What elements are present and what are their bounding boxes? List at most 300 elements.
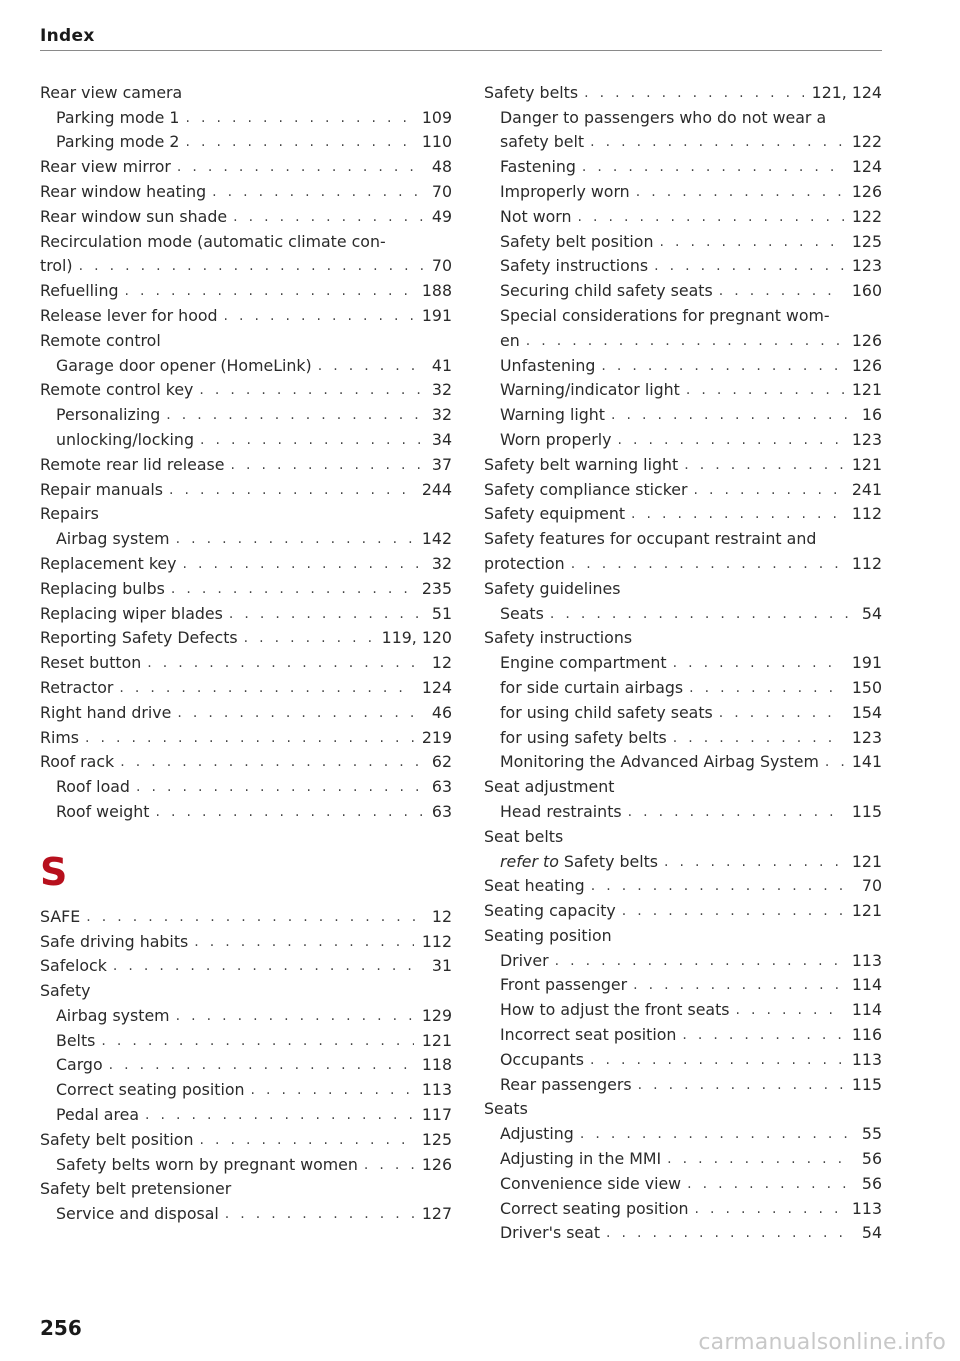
dot-leader [687,1174,854,1194]
entry-page-number: 124 [851,157,882,177]
entry-page-number: 109 [421,107,452,127]
entry-page-number: 31 [431,956,452,976]
entry-term: Service and disposal [56,1204,219,1224]
index-heading: Danger to passengers who do not wear a [500,107,827,127]
entry-page-number: 121 [851,454,882,474]
entry-page-number: 116 [851,1025,882,1045]
index-entry [40,723,452,748]
index-heading: Special considerations for pregnant wom- [500,305,830,325]
index-entry [40,202,452,227]
entry-term: Release lever for hood [40,305,218,325]
dot-leader [176,1006,414,1026]
entry-term: Front passenger [500,975,628,995]
entry-term: for using safety belts [500,727,667,747]
dot-leader [664,852,844,872]
entry-term: Reporting Safety Defects [40,628,238,648]
entry-term: Safety belt position [40,1129,194,1149]
section-gap [40,894,452,902]
dot-leader [171,579,414,599]
index-entry [484,227,882,252]
entry-term: Roof load [56,777,130,797]
entry-term: Pedal area [56,1105,140,1125]
entry-term: Belts [56,1030,96,1050]
index-entry [484,748,882,773]
index-entry [484,797,882,822]
entry-page-number: 70 [431,181,452,201]
index-entry [484,872,882,897]
index-entry [484,450,882,475]
entry-page-number: 123 [851,727,882,747]
entry-term: Personalizing [56,405,161,425]
index-entry [40,475,452,500]
index-entry [484,78,882,103]
entry-page-number: 244 [421,479,452,499]
entry-page-number: 63 [431,801,452,821]
section-letter: S [40,849,68,894]
entry-page-number: 32 [431,380,452,400]
dot-leader [591,876,854,896]
entry-term: Retractor [40,677,114,697]
dot-leader [224,306,414,326]
entry-page-number: 121 [851,851,882,871]
entry-term: Right hand drive [40,702,172,722]
entry-page-number: 113 [851,1049,882,1069]
entry-term: Refuelling [40,281,119,301]
index-heading: Rear view camera [40,82,183,102]
index-entry [484,1020,882,1045]
dot-leader [364,1155,414,1175]
dot-leader [590,132,844,152]
entry-page-number: 16 [861,405,882,425]
entry-page-number: 154 [851,702,882,722]
entry-page-number: 127 [421,1204,452,1224]
entry-page-number: 56 [861,1173,882,1193]
entry-page-number: 122 [851,206,882,226]
entry-page-number: 126 [851,355,882,375]
index-heading: Remote control [40,330,161,350]
entry-page-number: 112 [851,553,882,573]
entry-reference-prefix: refer to [500,851,559,871]
entry-page-number: 125 [421,1129,452,1149]
index-entry [40,1051,452,1076]
entry-page-number: 191 [421,305,452,325]
entry-term: Remote rear lid release [40,454,225,474]
entry-term: Remote control key [40,380,194,400]
entry-page-number: 32 [431,405,452,425]
entry-page-number: 114 [851,1000,882,1020]
entry-page-number: 114 [851,975,882,995]
dot-leader [120,752,424,772]
index-entry [484,896,882,921]
index-entry [484,946,882,971]
entry-page-number: 124 [421,677,452,697]
entry-term: Seating capacity [484,901,616,921]
entry-page-number: 150 [851,677,882,697]
index-entry [484,351,882,376]
dot-leader [176,529,414,549]
dot-leader [631,504,844,524]
index-heading: Seat belts [484,826,564,846]
entry-page-number: 126 [421,1154,452,1174]
index-entry [484,177,882,202]
entry-page-number: 160 [851,281,882,301]
entry-term: safety belt [500,132,585,152]
index-entry [484,723,882,748]
dot-leader [86,907,424,927]
dot-leader [212,182,424,202]
dot-leader [628,802,844,822]
index-heading: Seat adjustment [484,777,615,797]
dot-leader [109,1055,414,1075]
entry-term: trol) [40,256,73,276]
index-entry [484,1119,882,1144]
dot-leader [185,108,413,128]
dot-leader [667,1149,854,1169]
index-entry [40,351,452,376]
index-entry [40,673,452,698]
index-entry [484,673,882,698]
entry-term: protection [484,553,565,573]
dot-leader [555,951,844,971]
entry-page-number: 219 [421,727,452,747]
entry-term: Rear window heating [40,181,207,201]
dot-leader [113,956,424,976]
dot-leader [654,256,844,276]
index-heading: Repairs [40,504,99,524]
dot-leader [571,554,844,574]
index-entry [40,152,452,177]
dot-leader [606,1223,854,1243]
index-entry [40,927,452,952]
entry-page-number: 125 [851,231,882,251]
entry-page-number: 241 [851,479,882,499]
entry-page-number: 119, 120 [381,628,452,648]
index-entry [484,1219,882,1244]
entry-term: Improperly worn [500,181,630,201]
entry-page-number: 121, 124 [811,82,882,102]
dot-leader [526,331,844,351]
dot-leader [182,554,423,574]
dot-leader [251,1080,414,1100]
entry-term: Adjusting in the MMI [500,1149,662,1169]
dot-leader [124,281,413,301]
dot-leader [101,1031,413,1051]
entry-page-number: 113 [851,1198,882,1218]
index-entry [40,1199,452,1224]
entry-page-number: 70 [431,256,452,276]
entry-page-number: 129 [421,1005,452,1025]
entry-page-number: 51 [431,603,452,623]
entry-term: Safety belt position [500,231,654,251]
dot-leader [622,901,844,921]
entry-page-number: 126 [851,181,882,201]
entry-page-number: 123 [851,256,882,276]
dot-leader [166,405,424,425]
entry-term: Safety belts worn by pregnant women [56,1154,358,1174]
index-heading: Safety belt pretensioner [40,1179,232,1199]
page-title: Index [40,26,95,46]
dot-leader [136,777,424,797]
index-entry [40,177,452,202]
dot-leader [185,132,413,152]
dot-leader [659,232,843,252]
entry-page-number: 122 [851,132,882,152]
index-entry [40,599,452,624]
entry-page-number: 118 [421,1055,452,1075]
entry-page-number: 12 [431,906,452,926]
entry-page-number: 32 [431,553,452,573]
dot-leader [682,1025,843,1045]
entry-page-number: 117 [421,1105,452,1125]
dot-leader [825,752,844,772]
header-divider [40,50,882,51]
index-heading: Recirculation mode (automatic climate con- [40,231,386,251]
entry-page-number: 12 [431,653,452,673]
entry-term: Warning light [500,405,605,425]
index-entry [40,376,452,401]
dot-leader [233,207,424,227]
index-entry [484,425,882,450]
index-entry [484,326,882,351]
entry-term: Safety belts [484,82,579,102]
index-entry [484,698,882,723]
entry-term: Seat heating [484,876,585,896]
entry-term: Safety instructions [500,256,649,276]
dot-leader [199,380,423,400]
dot-leader [638,1075,844,1095]
entry-term: Correct seating position [56,1080,245,1100]
index-entry [484,475,882,500]
dot-leader [582,157,844,177]
index-entry [484,995,882,1020]
index-entry [40,103,452,128]
index-heading: Seating position [484,925,612,945]
index-entry [484,276,882,301]
dot-leader [636,182,844,202]
dot-leader [611,405,854,425]
index-entry [40,748,452,773]
dot-leader [590,1050,844,1070]
entry-term: for using child safety seats [500,702,713,722]
index-heading: Safety instructions [484,628,633,648]
entry-page-number: 113 [421,1080,452,1100]
dot-leader [177,157,424,177]
entry-term: Adjusting [500,1124,574,1144]
index-entry [484,1169,882,1194]
index-entry [484,648,882,673]
dot-leader [584,83,804,103]
entry-page-number: 62 [431,752,452,772]
entry-term: Safety compliance sticker [484,479,688,499]
index-entry [484,376,882,401]
index-entry [40,1125,452,1150]
dot-leader [225,1204,414,1224]
index-entry [40,1100,452,1125]
entry-page-number: 123 [851,429,882,449]
index-heading: Seats [484,1099,528,1119]
index-entry [40,425,452,450]
dot-leader [194,932,414,952]
index-heading: Safety guidelines [484,578,621,598]
entry-term: Garage door opener (HomeLink) [56,355,312,375]
entry-term: Unfastening [500,355,596,375]
entry-term: Parking mode 2 [56,132,180,152]
entry-page-number: 126 [851,330,882,350]
index-entry [484,252,882,277]
index-entry [484,400,882,425]
dot-leader [79,256,424,276]
entry-term: Reset button [40,653,142,673]
index-heading: Safety [40,981,91,1001]
entry-term: How to adjust the front seats [500,1000,730,1020]
entry-page-number: 235 [421,578,452,598]
dot-leader [601,356,843,376]
index-entry [484,128,882,153]
entry-term: Replacement key [40,553,177,573]
dot-leader [169,480,414,500]
entry-page-number: 49 [431,206,452,226]
entry-page-number: 34 [431,429,452,449]
entry-term: Replacing wiper blades [40,603,223,623]
dot-leader [145,1105,414,1125]
entry-term: Driver's seat [500,1223,601,1243]
entry-term: Incorrect seat position [500,1025,677,1045]
entry-page-number: 41 [431,355,452,375]
entry-term: SAFE [40,906,81,926]
dot-leader [633,975,844,995]
entry-page-number: 142 [421,529,452,549]
index-column-left [40,78,452,1224]
entry-term: Convenience side view [500,1173,682,1193]
entry-page-number: 113 [851,950,882,970]
index-entry [40,450,452,475]
dot-leader [578,207,844,227]
index-column-right [484,78,882,1243]
dot-leader [119,678,413,698]
dot-leader [719,281,844,301]
entry-page-number: 46 [431,702,452,722]
index-entry [484,1045,882,1070]
entry-term: Replacing bulbs [40,578,165,598]
index-entry [40,624,452,649]
entry-term: Correct seating position [500,1198,689,1218]
entry-term: Safety equipment [484,504,626,524]
dot-leader [199,1130,413,1150]
index-heading: Safety features for occupant restraint and [484,529,817,549]
entry-page-number: 121 [421,1030,452,1050]
index-entry [40,128,452,153]
entry-term: Roof rack [40,752,115,772]
entry-term: Airbag system [56,529,170,549]
entry-term: Fastening [500,157,576,177]
entry-page-number: 191 [851,653,882,673]
entry-page-number: 115 [851,1074,882,1094]
entry-page-number: 48 [431,157,452,177]
entry-term: for side curtain airbags [500,677,684,697]
entry-term: Rims [40,727,79,747]
index-entry [40,1075,452,1100]
entry-term: Rear passengers [500,1074,632,1094]
dot-leader [550,604,854,624]
dot-leader [230,455,423,475]
entry-term: Engine compartment [500,653,667,673]
index-entry [40,400,452,425]
entry-page-number: 121 [851,380,882,400]
dot-leader [689,678,844,698]
entry-page-number: 54 [861,603,882,623]
entry-term: Securing child safety seats [500,281,713,301]
page-header [40,26,880,46]
entry-term: Warning/indicator light [500,380,680,400]
entry-page-number: 112 [851,504,882,524]
index-entry [40,952,452,977]
entry-term: Roof weight [56,801,150,821]
entry-term: Rear view mirror [40,157,171,177]
dot-leader [229,604,424,624]
entry-term [500,852,658,872]
dot-leader [155,802,423,822]
entry-page-number: 112 [421,931,452,951]
index-entry [40,1001,452,1026]
entry-term: Seats [500,603,544,623]
index-entry [40,574,452,599]
entry-term: Safelock [40,956,107,976]
dot-leader [686,380,844,400]
index-entry [484,549,882,574]
entry-page-number: 54 [861,1223,882,1243]
index-entry [484,1070,882,1095]
entry-term: Worn properly [500,429,612,449]
index-entry [40,252,452,277]
index-entry [40,1026,452,1051]
index-entry [40,648,452,673]
index-entry [484,152,882,177]
entry-term: Occupants [500,1049,584,1069]
entry-page-number: 63 [431,777,452,797]
dot-leader [147,653,424,673]
entry-term: Safe driving habits [40,931,189,951]
watermark: carmanualsonline.info [698,1330,946,1355]
entry-term: Head restraints [500,801,622,821]
index-entry [40,772,452,797]
index-entry [484,1194,882,1219]
dot-leader [318,356,424,376]
entry-page-number: 70 [861,876,882,896]
index-entry [40,524,452,549]
index-entry [40,549,452,574]
index-entry [484,971,882,996]
entry-page-number: 37 [431,454,452,474]
entry-page-number: 110 [421,132,452,152]
entry-page-number: 115 [851,801,882,821]
entry-page-number: 55 [861,1124,882,1144]
dot-leader [673,728,844,748]
dot-leader [580,1124,854,1144]
entry-page-number: 56 [861,1149,882,1169]
entry-term: Cargo [56,1055,103,1075]
entry-page-number: 188 [421,281,452,301]
entry-term: Rear window sun shade [40,206,228,226]
dot-leader [617,430,843,450]
index-entry [484,1144,882,1169]
dot-leader [694,480,844,500]
entry-term: Monitoring the Advanced Airbag System [500,752,819,772]
index-entry [40,301,452,326]
entry-term: Not worn [500,206,572,226]
dot-leader [85,728,414,748]
entry-term: Driver [500,950,549,970]
entry-term-text: Safety belts [563,851,659,871]
